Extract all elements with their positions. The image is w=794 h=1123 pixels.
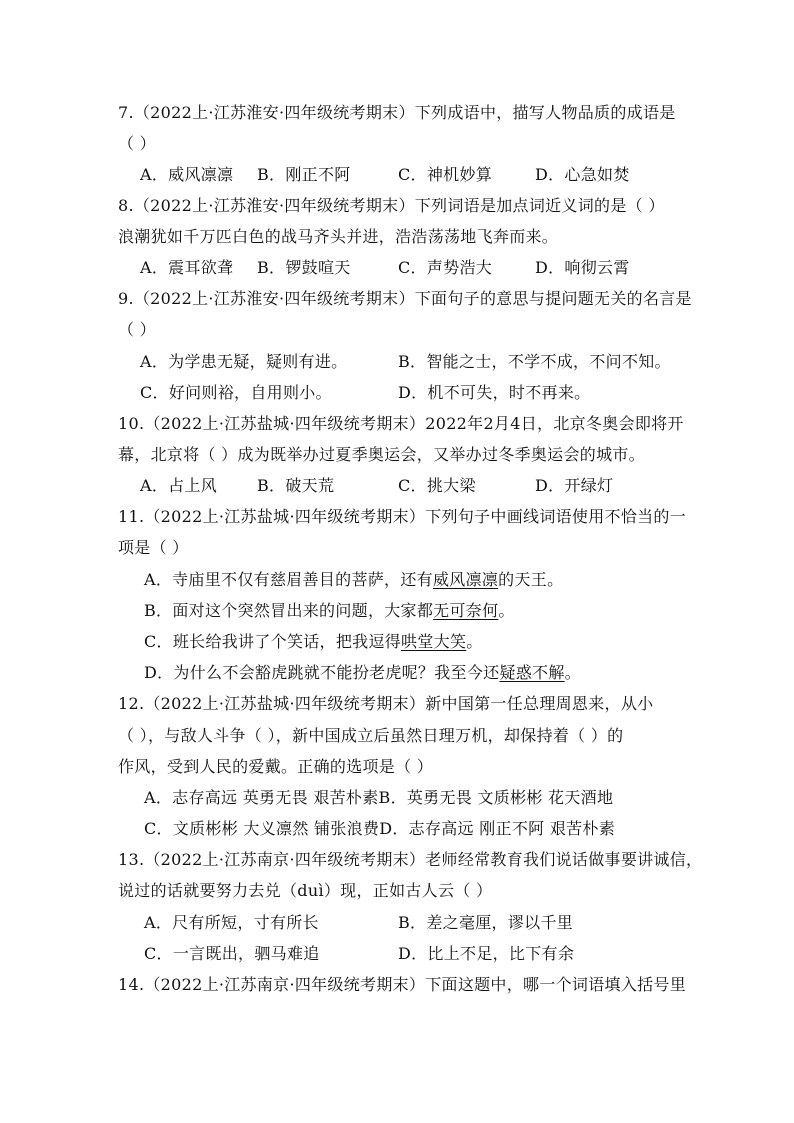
question-13-option-b: B．差之毫厘，谬以千里 xyxy=(398,913,574,932)
question-13-options-row-2 xyxy=(118,944,678,964)
question-12-options-cd: C．文质彬彬 大义凛然 铺张浪费D．志存高远 刚正不阿 艰苦朴素 xyxy=(144,819,616,838)
question-9-option-c: C．好问则裕，自用则小。 xyxy=(140,383,332,402)
question-7-option-b: B．刚正不阿 xyxy=(257,165,351,184)
question-13-stem: 13.（2022上·江苏南京·四年级统考期末）老师经常教育我们说话做事要讲诚信， xyxy=(118,850,703,869)
question-10-options xyxy=(118,476,678,496)
option-text: D．为什么不会豁虎跳就不能扮老虎呢？我至今还 xyxy=(144,663,500,682)
question-12-stem: 12.（2022上·江苏盐城·四年级统考期末）新中国第一任总理周恩来，从小 xyxy=(118,694,654,713)
question-9-options-row-2 xyxy=(118,383,678,403)
question-8-options xyxy=(118,258,678,278)
question-11-option-b xyxy=(118,601,678,621)
question-12-stem-end: 作风，受到人民的爱戴。正确的选项是（ ） xyxy=(118,757,434,776)
question-11-option-d xyxy=(118,663,678,683)
option-text: 。 xyxy=(466,632,483,651)
question-10-option-b: B．破天荒 xyxy=(257,476,335,495)
option-text: 。 xyxy=(498,601,515,620)
question-9-option-d: D．机不可失，时不再来。 xyxy=(398,383,591,402)
question-8-option-b: B．锣鼓喧天 xyxy=(257,258,351,277)
question-7-option-d: D．心急如焚 xyxy=(535,165,630,184)
question-10-stem-continued: 幕，北京将（ ）成为既举办过夏季奥运会，又举办过冬季奥运会的城市。 xyxy=(118,445,645,464)
question-7-option-c: C．神机妙算 xyxy=(398,165,493,184)
option-text: B．面对这个突然冒出来的问题，大家都 xyxy=(144,601,434,620)
option-text: C．班长给我讲了个笑话，把我逗得 xyxy=(144,632,402,651)
question-11-stem-continued: 项是（ ） xyxy=(118,538,189,557)
question-12-stem-continued: （ ），与敌人斗争（ ），新中国成立后虽然日理万机，却保持着（ ）的 xyxy=(118,726,624,745)
question-10-stem: 10.（2022上·江苏盐城·四年级统考期末）2022年2月4日，北京冬奥会即将开 xyxy=(118,414,684,433)
question-7-stem: 7.（2022上·江苏淮安·四年级统考期末）下列成语中，描写人物品质的成语是 xyxy=(118,103,676,122)
option-text: 。 xyxy=(564,663,581,682)
question-14-stem: 14.（2022上·江苏南京·四年级统考期末）下面这题中，哪一个词语填入括号里 xyxy=(118,975,687,994)
question-12-options-ab: A．志存高远 英勇无畏 艰苦朴素B．英勇无畏 文质彬彬 花天酒地 xyxy=(144,788,614,807)
question-11-stem: 11.（2022上·江苏盐城·四年级统考期末）下列句子中画线词语使用不恰当的一 xyxy=(118,507,687,526)
question-13-option-a: A．尺有所短，寸有所长 xyxy=(144,913,319,932)
question-7-answer-blank: （ ） xyxy=(118,134,156,153)
question-9-answer-blank: （ ） xyxy=(118,320,156,339)
question-9-options-row-1 xyxy=(118,352,678,372)
question-13-option-c: C．一言既出，驷马难追 xyxy=(144,944,320,963)
question-8-option-a: A．震耳欲聋 xyxy=(140,258,234,277)
question-11-option-a xyxy=(118,570,678,590)
question-9-stem: 9.（2022上·江苏淮安·四年级统考期末）下面句子的意思与提问题无关的名言是 xyxy=(118,289,692,308)
underlined-phrase: 哄堂大笑 xyxy=(401,632,467,651)
question-8-option-c: C．声势浩大 xyxy=(398,258,493,277)
underlined-phrase: 无可奈何 xyxy=(433,601,499,620)
question-13-option-d: D．比上不足，比下有余 xyxy=(398,944,575,963)
question-10-option-a: A．占上风 xyxy=(140,476,218,495)
question-8-sentence: 浪潮犹如千万匹白色的战马齐头并进，浩浩荡荡地飞奔而来。 xyxy=(118,227,559,246)
question-11-option-c xyxy=(118,632,678,652)
question-13-options-row-1 xyxy=(118,913,678,933)
question-7-option-a: A．威风凛凛 xyxy=(140,165,234,184)
question-12-options-row-1 xyxy=(118,788,678,808)
underlined-phrase: 疑惑不解 xyxy=(499,663,565,682)
question-13-stem-continued: 说过的话就要努力去兑（duì）现，正如古人云（ ） xyxy=(118,881,493,900)
option-text: A．寺庙里不仅有慈眉善目的菩萨，还有 xyxy=(144,570,433,589)
option-text: 的天王。 xyxy=(498,570,564,589)
underlined-phrase: 威风凛凛 xyxy=(432,570,499,589)
question-8-option-d: D．响彻云霄 xyxy=(535,258,630,277)
question-7-options xyxy=(118,165,678,185)
question-10-option-d: D．开绿灯 xyxy=(535,476,614,495)
question-12-options-row-2 xyxy=(118,819,678,839)
question-8-stem: 8.（2022上·江苏淮安·四年级统考期末）下列词语是加点词近义词的是（ ） xyxy=(118,196,665,215)
question-9-option-a: A．为学患无疑，疑则有进。 xyxy=(140,352,348,371)
question-10-option-c: C．挑大梁 xyxy=(398,476,476,495)
question-9-option-b: B．智能之士，不学不成，不问不知。 xyxy=(398,352,671,371)
